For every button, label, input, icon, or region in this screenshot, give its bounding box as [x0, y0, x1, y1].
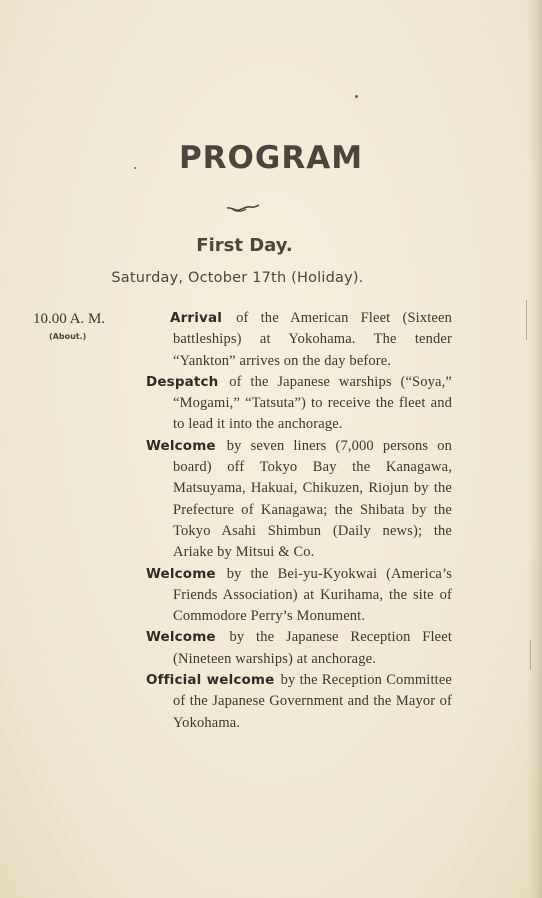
- program-entry: [146, 564, 452, 628]
- entry-text: of the Japanese warships (“Soya,” “Mogami,” “Tatsuta”) to receive the fleet and to lead it into the anchorage.: [173, 373, 452, 433]
- program-entry: [146, 436, 452, 564]
- program-entries: [146, 308, 452, 734]
- paper-speck: [355, 95, 358, 98]
- program-entry: [146, 308, 452, 372]
- paper-mark: [530, 640, 531, 670]
- entry-text: by seven liners (7,000 persons on board) off Tokyo Bay the Kanagawa, Matsuyama, Hakuai, Chikuzen, Riojun by the Prefecture of Kanagawa; the Shibata by the Tokyo Asahi Shimbun (Daily news); the Ariake by Mitsui & Co.: [173, 437, 452, 561]
- paper-speck: [134, 167, 136, 169]
- entry-text: of the American Fleet (Sixteen battleships) at Yokohama. The tender “Yankton” arrives on the day before.: [173, 310, 452, 369]
- entry-text: by the Bei-yu-Kyokwai (America’s Friends Association) at Kurihama, the site of Commodore Perry’s Monument.: [173, 565, 452, 625]
- time-note: (About.): [49, 332, 87, 341]
- date-line: Saturday, October 17th (Holiday).: [111, 270, 364, 286]
- entry-keyword: Arrival: [170, 310, 222, 326]
- entry-keyword: Official welcome: [146, 672, 275, 689]
- day-heading: First Day.: [196, 235, 293, 256]
- day-heading-row: [0, 235, 482, 256]
- entry-keyword: Welcome: [146, 629, 216, 646]
- entry-keyword: Despatch: [146, 373, 219, 390]
- program-entry: [146, 627, 452, 670]
- page-edge-shadow: [528, 0, 542, 898]
- entry-keyword: Welcome: [146, 437, 216, 454]
- entry-text: by the Reception Committee of the Japanese Government and the Mayor of Yokohama.: [173, 672, 453, 731]
- program-entry: [146, 670, 452, 734]
- page-title: PROGRAM: [178, 140, 364, 176]
- entry-text: by the Japanese Reception Fleet (Nineteen warships) at anchorage.: [173, 629, 452, 667]
- program-entry: [146, 372, 452, 436]
- entry-keyword: Welcome: [146, 565, 216, 582]
- ornament-divider: [226, 204, 260, 214]
- time-label: 10.00 A. M.: [33, 311, 106, 327]
- paper-mark: [526, 300, 527, 340]
